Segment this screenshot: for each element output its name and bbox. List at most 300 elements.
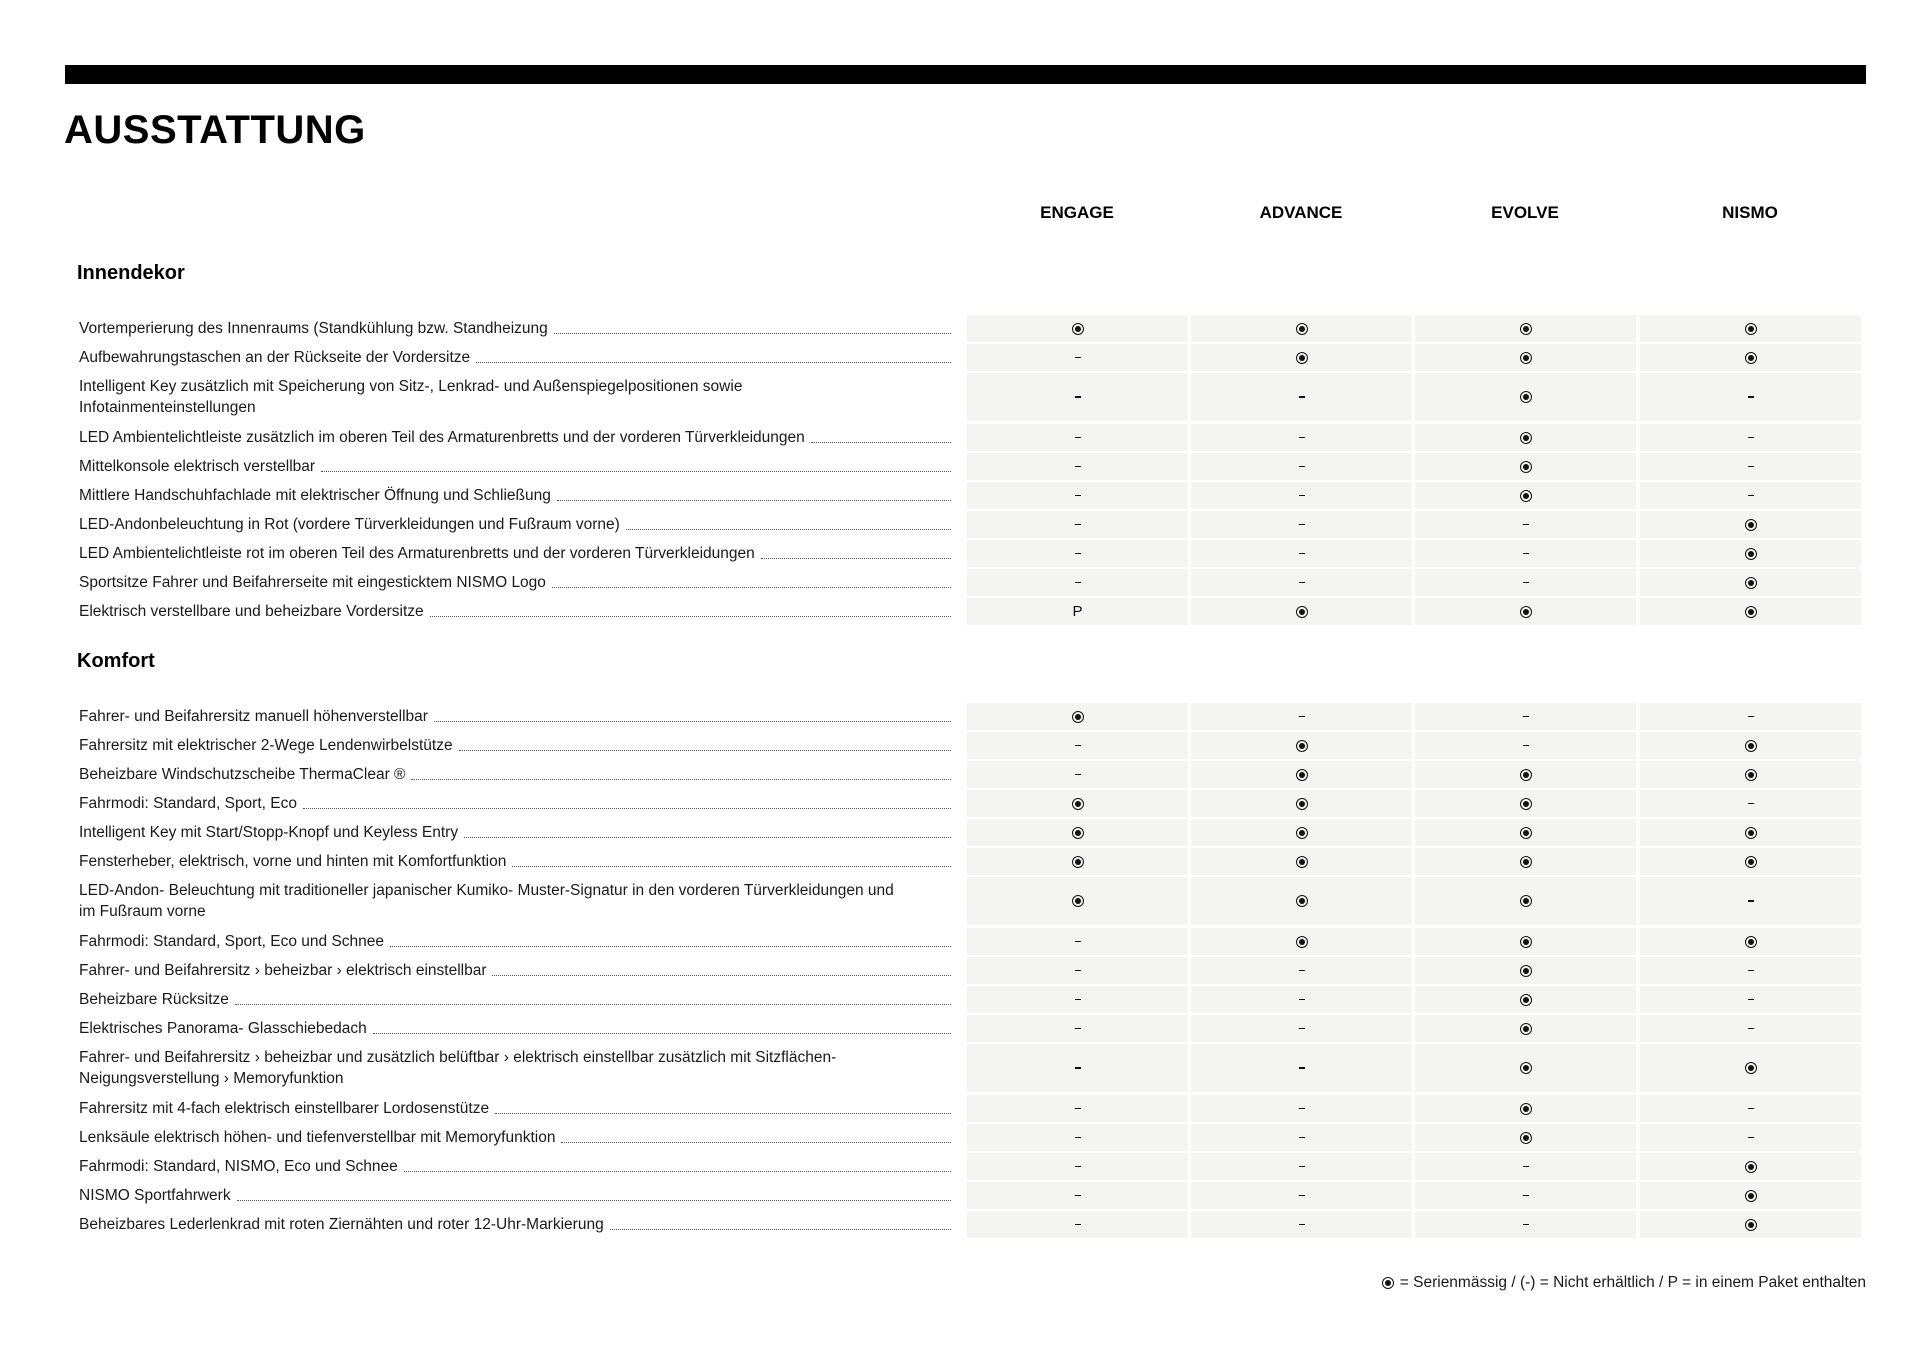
table-row [0,1095,1920,1122]
leader-dots [404,1171,951,1172]
not-available-dash-icon [1299,1137,1305,1139]
not-available-dash-icon [1299,553,1305,555]
cell-evolve [1415,1095,1636,1122]
leader-dots [390,946,951,947]
standard-dot-icon [1745,1161,1757,1173]
row-label [79,482,951,509]
cell-evolve [1415,511,1636,538]
not-available-dash-icon [1523,553,1529,555]
not-available-dash-icon [1748,716,1754,718]
not-available-dash-icon [1299,1195,1305,1197]
cell-engage [967,1211,1188,1238]
standard-dot-icon [1745,827,1757,839]
cell-evolve [1415,482,1636,509]
standard-dot-icon [1745,1219,1757,1231]
not-available-dash-icon [1299,396,1305,398]
not-available-dash-icon [1075,582,1081,584]
not-available-dash-icon [1523,524,1529,526]
legend-text: = Serienmässig / (-) = Nicht erhältlich / P = in einem Paket enthalten [1399,1274,1866,1291]
table-row [0,453,1920,480]
cell-nismo [1640,453,1861,480]
row-label-text: Fahrmodi: Standard, Sport, Eco [79,795,297,812]
table-row [0,373,1920,421]
cell-advance [1191,732,1412,759]
not-available-dash-icon [1748,803,1754,805]
table-row [0,569,1920,596]
row-label [79,986,951,1013]
not-available-dash-icon [1748,1137,1754,1139]
row-label [79,1095,951,1122]
cell-advance [1191,453,1412,480]
column-header-advance: ADVANCE [1259,203,1343,222]
standard-dot-icon [1296,769,1308,781]
cell-advance [1191,540,1412,567]
row-label-text: Beheizbares Lederlenkrad mit roten Ziernähten und roter 12-Uhr-Markierung [79,1216,604,1233]
row-label-text: Fahrer- und Beifahrersitz › beheizbar › elektrisch einstellbar [79,962,487,979]
standard-dot-icon [1072,323,1084,335]
cell-engage [967,848,1188,875]
cell-engage [967,424,1188,451]
standard-dot-icon [1745,1190,1757,1202]
cell-nismo [1640,598,1861,625]
row-label-text: Elektrisch verstellbare und beheizbare Vordersitze [79,603,424,620]
column-header-nismo: NISMO [1722,203,1778,222]
standard-dot-icon [1382,1277,1394,1289]
cell-nismo [1640,1182,1861,1209]
cell-engage [967,315,1188,342]
table-row [0,511,1920,538]
standard-dot-icon [1745,936,1757,948]
standard-dot-icon [1745,548,1757,560]
cell-engage [967,1044,1188,1092]
not-available-dash-icon [1075,1224,1081,1226]
leader-dots [464,837,951,838]
standard-dot-icon [1296,323,1308,335]
leader-dots [811,442,951,443]
leader-dots [761,558,951,559]
not-available-dash-icon [1748,396,1754,398]
cell-engage [967,1124,1188,1151]
not-available-dash-icon [1075,553,1081,555]
row-label-text: Lenksäule elektrisch höhen- und tiefenverstellbar mit Memoryfunktion [79,1129,556,1146]
cell-advance [1191,569,1412,596]
cell-evolve [1415,1124,1636,1151]
standard-dot-icon [1072,798,1084,810]
leader-dots [434,721,951,722]
leader-dots [512,866,951,867]
cell-advance [1191,1015,1412,1042]
leader-dots [626,529,951,530]
not-available-dash-icon [1299,437,1305,439]
cell-nismo [1640,848,1861,875]
row-label [79,344,951,371]
standard-dot-icon [1520,827,1532,839]
not-available-dash-icon [1075,437,1081,439]
cell-evolve [1415,1044,1636,1092]
cell-nismo [1640,1211,1861,1238]
not-available-dash-icon [1075,1166,1081,1168]
legend [1382,1274,1866,1292]
row-label-text: Fahrersitz mit 4-fach elektrisch einstellbarer Lordosenstütze [79,1100,490,1117]
table-row [0,703,1920,730]
cell-evolve [1415,344,1636,371]
cell-nismo [1640,928,1861,955]
cell-evolve [1415,986,1636,1013]
cell-nismo [1640,569,1861,596]
cell-engage [967,703,1188,730]
leader-dots [557,500,951,501]
standard-dot-icon [1520,1132,1532,1144]
cell-engage [967,819,1188,846]
row-label [79,1044,951,1092]
section-title: Komfort [77,650,155,672]
leader-dots [459,750,951,751]
standard-dot-icon [1296,352,1308,364]
cell-nismo [1640,877,1861,925]
cell-advance [1191,928,1412,955]
not-available-dash-icon [1748,466,1754,468]
leader-dots [373,1033,951,1034]
standard-dot-icon [1520,1023,1532,1035]
not-available-dash-icon [1523,1224,1529,1226]
row-label [79,819,951,846]
table-row [0,986,1920,1013]
standard-dot-icon [1745,856,1757,868]
table-row [0,482,1920,509]
standard-dot-icon [1296,606,1308,618]
table-row [0,1044,1920,1092]
cell-nismo [1640,1044,1861,1092]
row-label-text: LED-Andon- Beleuchtung mit traditioneller japanischer Kumiko- Muster-Signatur in den vorderen Türverkleidungen und im Fußraum vorne [79,882,894,920]
cell-evolve [1415,453,1636,480]
row-label [79,598,951,625]
not-available-dash-icon [1075,941,1081,943]
cell-nismo [1640,957,1861,984]
standard-dot-icon [1520,352,1532,364]
not-available-dash-icon [1299,1166,1305,1168]
cell-evolve [1415,373,1636,421]
cell-engage [967,569,1188,596]
cell-nismo [1640,315,1861,342]
standard-dot-icon [1072,856,1084,868]
cell-engage [967,540,1188,567]
row-label-text: Fahrer- und Beifahrersitz › beheizbar und zusätzlich belüftbar › elektrisch einstellbar zusätzlich mit Sitzflächen- Neigungsverstellung › Memoryfunktion [79,1049,837,1087]
row-label-text: Vortemperierung des Innenraums (Standkühlung bzw. Standheizung [79,320,548,337]
cell-nismo [1640,790,1861,817]
leader-dots [495,1113,951,1114]
not-available-dash-icon [1748,900,1754,902]
not-available-dash-icon [1075,1108,1081,1110]
cell-nismo [1640,344,1861,371]
standard-dot-icon [1745,606,1757,618]
not-available-dash-icon [1748,495,1754,497]
not-available-dash-icon [1299,1067,1305,1069]
not-available-dash-icon [1523,1166,1529,1168]
not-available-dash-icon [1075,1137,1081,1139]
leader-dots [237,1200,951,1201]
standard-dot-icon [1296,895,1308,907]
not-available-dash-icon [1075,466,1081,468]
cell-nismo [1640,1015,1861,1042]
cell-advance [1191,986,1412,1013]
not-available-dash-icon [1748,970,1754,972]
column-header-engage: ENGAGE [1040,203,1114,222]
standard-dot-icon [1296,827,1308,839]
not-available-dash-icon [1075,396,1081,398]
cell-engage [967,1015,1188,1042]
row-label-text: Fahrmodi: Standard, Sport, Eco und Schnee [79,933,385,950]
cell-nismo [1640,1095,1861,1122]
leader-dots [552,587,951,588]
row-label-text: Fensterheber, elektrisch, vorne und hinten mit Komfortfunktion [79,853,507,870]
cell-evolve [1415,569,1636,596]
standard-dot-icon [1745,740,1757,752]
cell-advance [1191,1153,1412,1180]
row-label-text: LED-Andonbeleuchtung in Rot (vordere Türverkleidungen und Fußraum vorne) [79,516,620,533]
cell-engage [967,790,1188,817]
standard-dot-icon [1520,1103,1532,1115]
row-label-text: Fahrmodi: Standard, NISMO, Eco und Schnee [79,1158,398,1175]
leader-dots [321,471,951,472]
not-available-dash-icon [1075,524,1081,526]
not-available-dash-icon [1075,1067,1081,1069]
not-available-dash-icon [1299,1028,1305,1030]
table-row [0,819,1920,846]
cell-advance [1191,848,1412,875]
top-bar [65,65,1866,84]
cell-evolve [1415,848,1636,875]
not-available-dash-icon [1523,1195,1529,1197]
column-header-evolve: EVOLVE [1491,203,1559,222]
row-label-text: Sportsitze Fahrer und Beifahrerseite mit eingesticktem NISMO Logo [79,574,546,591]
cell-engage [967,761,1188,788]
row-label-text: Intelligent Key mit Start/Stopp-Knopf und Keyless Entry [79,824,459,841]
cell-nismo [1640,1153,1861,1180]
cell-nismo [1640,819,1861,846]
leader-dots [610,1229,951,1230]
table-row [0,540,1920,567]
row-label [79,928,951,955]
table-row [0,790,1920,817]
not-available-dash-icon [1075,357,1081,359]
cell-evolve [1415,790,1636,817]
row-label-text: LED Ambientelichtleiste rot im oberen Teil des Armaturenbretts und der vorderen Türverkleidungen [79,545,755,562]
cell-engage [967,1095,1188,1122]
not-available-dash-icon [1299,1224,1305,1226]
row-label-text: Mittlere Handschuhfachlade mit elektrischer Öffnung und Schließung [79,487,551,504]
standard-dot-icon [1745,519,1757,531]
cell-nismo [1640,482,1861,509]
row-label-text: Beheizbare Rücksitze [79,991,229,1008]
row-label [79,315,951,342]
standard-dot-icon [1520,323,1532,335]
not-available-dash-icon [1299,999,1305,1001]
cell-engage [967,928,1188,955]
cell-engage [967,1153,1188,1180]
cell-advance [1191,1044,1412,1092]
row-label [79,703,951,730]
not-available-dash-icon [1299,495,1305,497]
standard-dot-icon [1520,606,1532,618]
row-label [79,569,951,596]
cell-evolve [1415,315,1636,342]
cell-evolve [1415,732,1636,759]
row-label [79,540,951,567]
standard-dot-icon [1520,895,1532,907]
row-label [79,1211,951,1238]
not-available-dash-icon [1523,582,1529,584]
cell-engage [967,732,1188,759]
row-label [79,848,951,875]
not-available-dash-icon [1299,1108,1305,1110]
not-available-dash-icon [1075,495,1081,497]
cell-nismo [1640,986,1861,1013]
cell-engage [967,986,1188,1013]
cell-advance [1191,424,1412,451]
cell-evolve [1415,540,1636,567]
table-row [0,1182,1920,1209]
cell-advance [1191,344,1412,371]
cell-advance [1191,1211,1412,1238]
cell-advance [1191,1124,1412,1151]
standard-dot-icon [1072,711,1084,723]
standard-dot-icon [1520,994,1532,1006]
not-available-dash-icon [1748,1108,1754,1110]
row-label-text: Mittelkonsole elektrisch verstellbar [79,458,316,475]
cell-evolve [1415,957,1636,984]
not-available-dash-icon [1523,745,1529,747]
not-available-dash-icon [1075,970,1081,972]
cell-engage [967,344,1188,371]
leader-dots [561,1142,951,1143]
not-available-dash-icon [1523,716,1529,718]
cell-evolve [1415,424,1636,451]
leader-dots [303,808,951,809]
leader-dots [411,779,951,780]
row-label [79,1015,951,1042]
table-row [0,877,1920,925]
cell-engage [967,877,1188,925]
row-label-text: LED Ambientelichtleiste zusätzlich im oberen Teil des Armaturenbretts und der vorderen Türverkleidungen [79,429,805,446]
cell-evolve [1415,703,1636,730]
table-row [0,598,1920,625]
leader-dots [476,362,951,363]
cell-engage [967,511,1188,538]
cell-advance [1191,790,1412,817]
row-label-text: NISMO Sportfahrwerk [79,1187,231,1204]
standard-dot-icon [1520,769,1532,781]
leader-dots [235,1004,951,1005]
cell-engage [967,598,1188,625]
not-available-dash-icon [1075,1028,1081,1030]
not-available-dash-icon [1075,1195,1081,1197]
standard-dot-icon [1520,1062,1532,1074]
row-label [79,877,951,925]
not-available-dash-icon [1748,1028,1754,1030]
row-label [79,761,951,788]
cell-nismo [1640,703,1861,730]
cell-nismo [1640,540,1861,567]
not-available-dash-icon [1075,774,1081,776]
cell-evolve [1415,819,1636,846]
row-label [79,1124,951,1151]
table-row [0,761,1920,788]
cell-advance [1191,1095,1412,1122]
not-available-dash-icon [1299,716,1305,718]
cell-nismo [1640,1124,1861,1151]
not-available-dash-icon [1748,999,1754,1001]
leader-dots [430,616,951,617]
row-label-text: Intelligent Key zusätzlich mit Speicherung von Sitz-, Lenkrad- und Außenspiegelpositionen sowie Infotainmenteinstellungen [79,378,743,416]
table-row [0,848,1920,875]
section-title: Innendekor [77,262,185,284]
cell-advance [1191,598,1412,625]
cell-evolve [1415,1182,1636,1209]
standard-dot-icon [1520,856,1532,868]
cell-nismo [1640,732,1861,759]
cell-advance [1191,819,1412,846]
standard-dot-icon [1520,798,1532,810]
cell-advance [1191,1182,1412,1209]
cell-engage [967,957,1188,984]
standard-dot-icon [1520,965,1532,977]
standard-dot-icon [1745,769,1757,781]
standard-dot-icon [1520,391,1532,403]
cell-engage [967,1182,1188,1209]
row-label [79,453,951,480]
standard-dot-icon [1520,490,1532,502]
standard-dot-icon [1520,461,1532,473]
not-available-dash-icon [1299,466,1305,468]
table-row [0,424,1920,451]
row-label [79,511,951,538]
standard-dot-icon [1520,936,1532,948]
cell-advance [1191,315,1412,342]
cell-advance [1191,877,1412,925]
row-label [79,732,951,759]
cell-nismo [1640,511,1861,538]
table-row [0,1153,1920,1180]
row-label-text: Aufbewahrungstaschen an der Rückseite der Vordersitze [79,349,471,366]
cell-evolve [1415,1211,1636,1238]
cell-evolve [1415,598,1636,625]
page-title: AUSSTATTUNG [64,108,366,152]
standard-dot-icon [1296,936,1308,948]
standard-dot-icon [1745,1062,1757,1074]
standard-dot-icon [1296,740,1308,752]
table-row [0,732,1920,759]
leader-dots [492,975,951,976]
not-available-dash-icon [1075,745,1081,747]
cell-engage [967,373,1188,421]
cell-advance [1191,511,1412,538]
cell-evolve [1415,1153,1636,1180]
table-row [0,315,1920,342]
standard-dot-icon [1745,352,1757,364]
row-label-text: Fahrer- und Beifahrersitz manuell höhenverstellbar [79,708,428,725]
row-label [79,790,951,817]
row-label [79,1182,951,1209]
not-available-dash-icon [1299,970,1305,972]
cell-advance [1191,761,1412,788]
not-available-dash-icon [1748,437,1754,439]
not-available-dash-icon [1299,524,1305,526]
table-row [0,1211,1920,1238]
not-available-dash-icon [1299,582,1305,584]
cell-advance [1191,957,1412,984]
cell-evolve [1415,761,1636,788]
row-label-text: Fahrersitz mit elektrischer 2-Wege Lendenwirbelstütze [79,737,453,754]
